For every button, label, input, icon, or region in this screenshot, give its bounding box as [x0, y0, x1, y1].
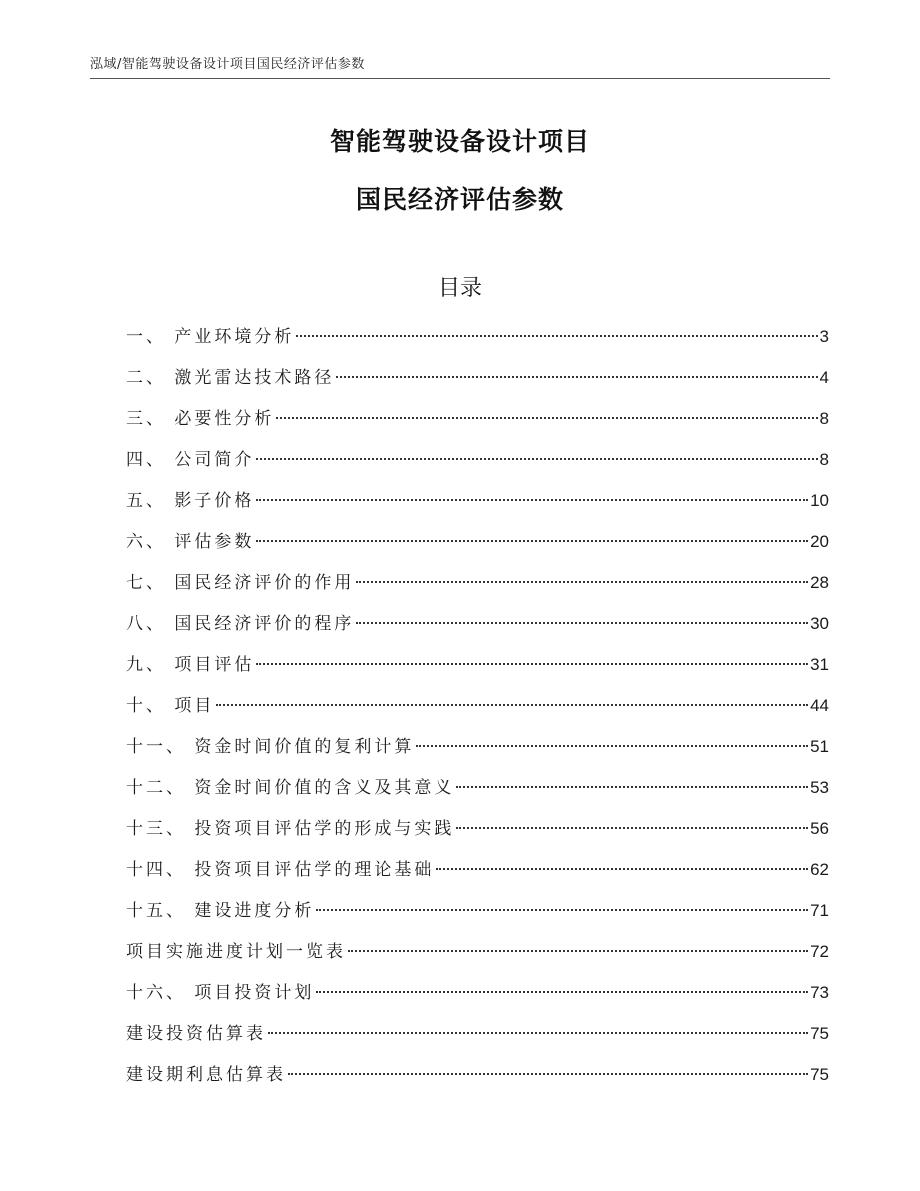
- toc-leader-dots: [456, 786, 808, 788]
- toc-entry[interactable]: [126, 732, 829, 773]
- toc-entry-label: 十六、 项目投资计划: [126, 983, 315, 1003]
- toc-entry-label: 三、 必要性分析: [126, 409, 275, 429]
- toc-leader-dots: [456, 827, 808, 829]
- toc-entry-page: 30: [810, 614, 829, 633]
- toc-entry-page: 8: [819, 409, 829, 428]
- toc-entry-label: 七、 国民经济评价的作用: [126, 573, 355, 593]
- toc-entry-label: 建设投资估算表: [126, 1024, 266, 1044]
- toc-entry-label: 十一、 资金时间价值的复利计算: [126, 737, 415, 757]
- toc-entry-page: 75: [810, 1065, 829, 1084]
- toc-entry-page: 72: [810, 942, 829, 961]
- document-title-line-2: 国民经济评估参数: [355, 185, 564, 214]
- toc-leader-dots: [276, 417, 817, 419]
- toc-entry-label: 十二、 资金时间价值的含义及其意义: [126, 778, 455, 798]
- toc-entry[interactable]: [126, 445, 829, 486]
- toc-entry[interactable]: [126, 486, 829, 527]
- toc-entry-page: 73: [810, 983, 829, 1002]
- table-of-contents: [126, 322, 829, 1101]
- document-title-line-1: 智能驾驶设备设计项目: [329, 127, 590, 156]
- toc-entry[interactable]: [126, 896, 829, 937]
- toc-leader-dots: [256, 499, 808, 501]
- toc-entry[interactable]: [126, 322, 829, 363]
- toc-leader-dots: [296, 335, 817, 337]
- toc-entry-page: 28: [810, 573, 829, 592]
- running-header: 泓域/智能驾驶设备设计项目国民经济评估参数: [90, 57, 365, 72]
- toc-entry-page: 71: [810, 901, 829, 920]
- toc-entry-page: 8: [819, 450, 829, 469]
- toc-entry[interactable]: [126, 814, 829, 855]
- toc-entry[interactable]: [126, 773, 829, 814]
- toc-entry[interactable]: [126, 855, 829, 896]
- toc-leader-dots: [288, 1073, 808, 1075]
- toc-entry[interactable]: [126, 1019, 829, 1060]
- toc-leader-dots: [348, 950, 808, 952]
- toc-leader-dots: [256, 458, 817, 460]
- toc-entry-label: 十、 项目: [126, 696, 215, 716]
- toc-leader-dots: [256, 663, 808, 665]
- toc-entry-label: 一、 产业环境分析: [126, 327, 295, 347]
- toc-entry[interactable]: [126, 650, 829, 691]
- toc-entry-label: 十三、 投资项目评估学的形成与实践: [126, 819, 455, 839]
- toc-entry-label: 九、 项目评估: [126, 655, 255, 675]
- toc-leader-dots: [216, 704, 808, 706]
- toc-leader-dots: [416, 745, 808, 747]
- toc-entry-page: 4: [819, 368, 829, 387]
- toc-entry-page: 56: [810, 819, 829, 838]
- header-rule: [90, 78, 830, 79]
- toc-entry-page: 31: [810, 655, 829, 674]
- toc-entry-label: 六、 评估参数: [126, 532, 255, 552]
- toc-entry[interactable]: [126, 568, 829, 609]
- toc-leader-dots: [436, 868, 808, 870]
- toc-entry-label: 项目实施进度计划一览表: [126, 942, 346, 962]
- toc-entry-label: 二、 激光雷达技术路径: [126, 368, 335, 388]
- toc-entry[interactable]: [126, 609, 829, 650]
- toc-leader-dots: [316, 909, 808, 911]
- toc-entry-page: 20: [810, 532, 829, 551]
- toc-entry-page: 44: [810, 696, 829, 715]
- toc-leader-dots: [268, 1032, 808, 1034]
- toc-leader-dots: [256, 540, 808, 542]
- toc-entry-label: 十四、 投资项目评估学的理论基础: [126, 860, 435, 880]
- toc-entry-page: 62: [810, 860, 829, 879]
- toc-entry-page: 53: [810, 778, 829, 797]
- toc-entry[interactable]: [126, 691, 829, 732]
- toc-entry[interactable]: [126, 527, 829, 568]
- toc-entry-label: 五、 影子价格: [126, 491, 255, 511]
- toc-entry[interactable]: [126, 404, 829, 445]
- toc-leader-dots: [356, 622, 808, 624]
- toc-leader-dots: [316, 991, 808, 993]
- toc-entry[interactable]: [126, 937, 829, 978]
- toc-leader-dots: [336, 376, 817, 378]
- toc-entry[interactable]: [126, 363, 829, 404]
- toc-entry-label: 十五、 建设进度分析: [126, 901, 315, 921]
- toc-entry[interactable]: [126, 978, 829, 1019]
- toc-entry-page: 10: [810, 491, 829, 510]
- toc-leader-dots: [356, 581, 808, 583]
- toc-entry-page: 3: [819, 327, 829, 346]
- toc-entry[interactable]: [126, 1060, 829, 1101]
- toc-entry-page: 51: [810, 737, 829, 756]
- toc-entry-label: 建设期利息估算表: [126, 1065, 286, 1085]
- toc-entry-label: 八、 国民经济评价的程序: [126, 614, 355, 634]
- toc-entry-page: 75: [810, 1024, 829, 1043]
- toc-heading: 目录: [437, 276, 482, 301]
- toc-entry-label: 四、 公司简介: [126, 450, 255, 470]
